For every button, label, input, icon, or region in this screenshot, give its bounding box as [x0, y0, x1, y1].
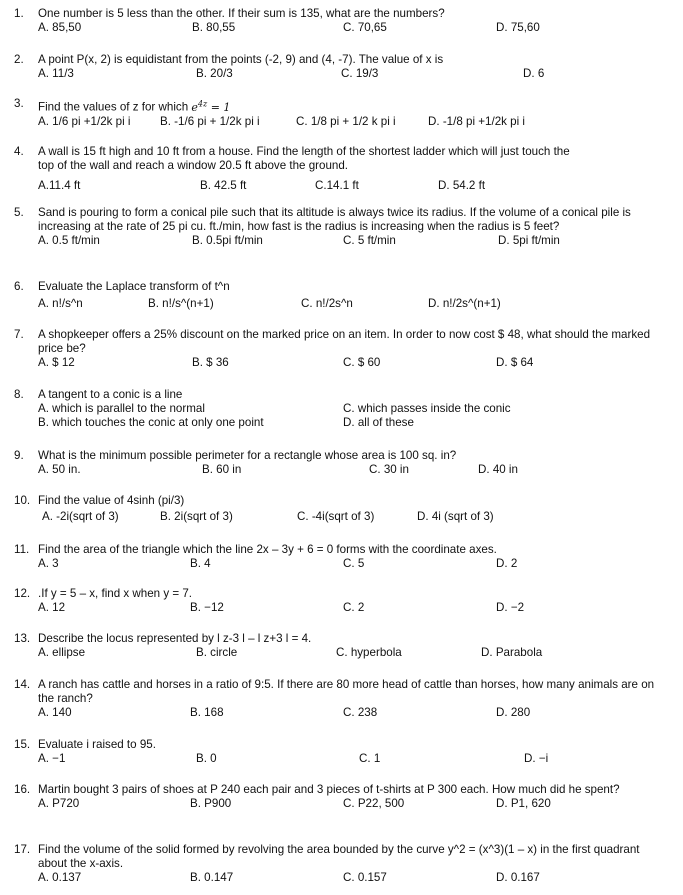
options-row [38, 234, 664, 248]
option-c: C. 70,65 [343, 21, 387, 34]
option-d: D. all of these [343, 416, 414, 429]
option-c: C. 1 [359, 752, 381, 765]
option-b: B. $ 36 [192, 356, 229, 369]
option-b: B. which touches the conic at only one point [38, 416, 264, 429]
question-stem: One number is 5 less than the other. If their sum is 135, what are the numbers? [38, 7, 445, 20]
option-a: A. 50 in. [38, 463, 81, 476]
option-c: C. 5 ft/min [343, 234, 396, 247]
question-17 [14, 843, 664, 885]
question-number: 14. [14, 678, 31, 691]
option-b: B. −12 [190, 601, 224, 614]
question-number: 5. [14, 206, 24, 219]
question-stem: Describe the locus represented by l z-3 l – l z+3 l = 4. [38, 632, 312, 645]
option-b: B. 0 [196, 752, 217, 765]
option-b: B. P900 [190, 797, 232, 810]
option-d: D. $ 64 [496, 356, 534, 369]
option-c: C. which passes inside the conic [343, 402, 511, 415]
options-row [38, 646, 664, 660]
options-row [38, 797, 664, 811]
option-c: C. 2 [343, 601, 365, 614]
option-d: D. 2 [496, 557, 518, 570]
option-d: D. 6 [523, 67, 545, 80]
question-stem: Martin bought 3 pairs of shoes at P 240 each pair and 3 pieces of t-shirts at P 300 each. How much did he spent? [38, 783, 620, 796]
question-number: 6. [14, 280, 24, 293]
option-a: A. n!/s^n [38, 297, 83, 310]
option-c: C. 30 in [369, 463, 409, 476]
question-stem: Find the volume of the solid formed by revolving the area bounded by the curve y^2 = (x^3)(1 – x) in the first quadrant about the x-axis. [38, 843, 640, 870]
question-stem: Sand is pouring to form a conical pile such that its altitude is always twice its radius. If the volume of a conical pile is increasing at the rate of 25 pi cu. ft./min, how fast is the radius is increasing when the radius is 5 feet? [38, 206, 631, 233]
options-row [38, 115, 664, 129]
question-2 [14, 53, 664, 81]
question-number: 17. [14, 843, 31, 856]
question-stem: A tangent to a conic is a line [38, 388, 183, 401]
question-stem: A wall is 15 ft high and 10 ft from a house. Find the length of the shortest ladder which will just touch the top of the wall and reach a window 20.5 ft above the ground. [38, 145, 570, 172]
option-d: D. −2 [496, 601, 525, 614]
question-10 [14, 494, 664, 524]
option-d: D. 40 in [478, 463, 518, 476]
option-b: B. n!/s^(n+1) [148, 297, 214, 310]
question-stem: A point P(x, 2) is equidistant from the points (-2, 9) and (4, -7). The value of x is [38, 53, 444, 66]
option-d: D. 4i (sqrt of 3) [417, 510, 494, 523]
question-3 [14, 97, 664, 129]
option-a: A. 3 [38, 557, 59, 570]
question-number: 3. [14, 97, 24, 110]
option-a: A. -2i(sqrt of 3) [42, 510, 119, 523]
option-c: C. -4i(sqrt of 3) [297, 510, 375, 523]
question-16 [14, 783, 664, 811]
option-a: A. 0.137 [38, 871, 82, 884]
formula-exponent: 4z [197, 99, 208, 108]
question-stem: Evaluate the Laplace transform of t^n [38, 280, 230, 293]
option-c: C. 1/8 pi + 1/2 k pi i [296, 114, 396, 128]
option-a: A. −1 [38, 752, 66, 765]
question-4 [14, 145, 664, 193]
option-c: C. 0.157 [343, 871, 387, 884]
options-row [38, 356, 664, 370]
option-d: D. P1, 620 [496, 797, 551, 810]
question-number: 16. [14, 783, 31, 796]
option-c: C.14.1 ft [315, 179, 359, 192]
option-d: D. 280 [496, 706, 531, 719]
question-14 [14, 678, 664, 720]
question-stem [38, 97, 664, 115]
question-6 [14, 280, 664, 311]
option-d: D. -1/8 pi +1/2k pi i [428, 114, 525, 128]
option-c: C. 5 [343, 557, 365, 570]
question-number: 13. [14, 632, 31, 645]
question-stem: Find the value of 4sinh (pi/3) [38, 494, 185, 507]
question-number: 11. [14, 543, 30, 556]
option-a: A. 0.5 ft/min [38, 234, 100, 247]
question-5 [14, 206, 664, 248]
option-c: C. $ 60 [343, 356, 381, 369]
question-7 [14, 328, 664, 370]
option-a: A. 85,50 [38, 21, 82, 34]
option-b: B. 0.5pi ft/min [192, 234, 263, 247]
question-1 [14, 7, 664, 35]
options-row [38, 706, 664, 720]
question-stem: Evaluate i raised to 95. [38, 738, 156, 751]
question-stem: What is the minimum possible perimeter for a rectangle whose area is 100 sq. in? [38, 449, 457, 462]
question-number: 8. [14, 388, 24, 401]
options-row [38, 601, 664, 615]
question-number: 10. [14, 494, 31, 507]
options-grid [38, 402, 664, 430]
option-a: A. P720 [38, 797, 80, 810]
options-row [38, 21, 664, 35]
option-a: A. 12 [38, 601, 66, 614]
option-c: C. hyperbola [336, 646, 402, 659]
option-b: B. 4 [190, 557, 211, 570]
option-d: D. 5pi ft/min [498, 234, 560, 247]
option-d: D. n!/2s^(n+1) [428, 297, 501, 310]
question-number: 4. [14, 145, 24, 158]
formula-rest: = 1 [207, 100, 231, 114]
question-stem: Find the area of the triangle which the line 2x – 3y + 6 = 0 forms with the coordinate axes. [38, 543, 497, 556]
options-row [38, 463, 664, 477]
formula-base: e [191, 100, 198, 114]
question-stem: A shopkeeper offers a 25% discount on the marked price on an item. In order to now cost $ 48, what should the marked price be? [38, 328, 651, 355]
question-number: 7. [14, 328, 24, 341]
option-b: B. 80,55 [192, 21, 236, 34]
option-b: B. 60 in [202, 463, 242, 476]
option-b: B. 42.5 ft [200, 179, 247, 192]
option-a: A. which is parallel to the normal [38, 402, 205, 415]
question-8 [14, 388, 664, 430]
question-9 [14, 449, 664, 477]
option-b: B. 168 [190, 706, 224, 719]
question-number: 1. [14, 7, 24, 20]
question-number: 15. [14, 738, 31, 751]
options-row [38, 179, 664, 193]
option-b: B. circle [196, 646, 238, 659]
question-number: 2. [14, 53, 24, 66]
formula [191, 101, 230, 114]
stem-text: Find the values of z for which [38, 100, 192, 114]
options-row [38, 67, 664, 81]
option-b: B. -1/6 pi + 1/2k pi i [160, 114, 260, 128]
question-11 [14, 543, 664, 571]
options-row [38, 510, 664, 524]
option-c: C. 238 [343, 706, 378, 719]
option-c: C. 19/3 [341, 67, 379, 80]
options-row [38, 557, 664, 571]
options-row [38, 752, 664, 766]
option-a: A. 11/3 [38, 67, 74, 80]
option-a: A. 140 [38, 706, 72, 719]
option-d: D. Parabola [481, 646, 543, 659]
question-number: 12. [14, 587, 31, 600]
option-a: A. 1/6 pi +1/2k pi i [38, 114, 131, 128]
option-b: B. 20/3 [196, 67, 233, 80]
option-d: D. −i [524, 752, 549, 765]
question-stem: A ranch has cattle and horses in a ratio of 9:5. If there are 80 more head of cattle than horses, how many animals are on the ranch? [38, 678, 655, 705]
question-stem: .If y = 5 – x, find x when y = 7. [38, 587, 193, 600]
option-b: B. 0.147 [190, 871, 234, 884]
question-number: 9. [14, 449, 24, 462]
options-row [38, 297, 664, 311]
question-13 [14, 632, 664, 660]
option-c: C. n!/2s^n [301, 297, 353, 310]
option-b: B. 2i(sqrt of 3) [160, 510, 233, 523]
option-c: C. P22, 500 [343, 797, 405, 810]
option-d: D. 54.2 ft [438, 179, 486, 192]
options-row [38, 871, 664, 885]
option-a: A. ellipse [38, 646, 86, 659]
question-12 [14, 587, 664, 615]
option-a: A. $ 12 [38, 356, 75, 369]
option-a: A.11.4 ft [38, 179, 81, 192]
question-15 [14, 738, 664, 766]
option-d: D. 75,60 [496, 21, 540, 34]
option-d: D. 0.167 [496, 871, 540, 884]
